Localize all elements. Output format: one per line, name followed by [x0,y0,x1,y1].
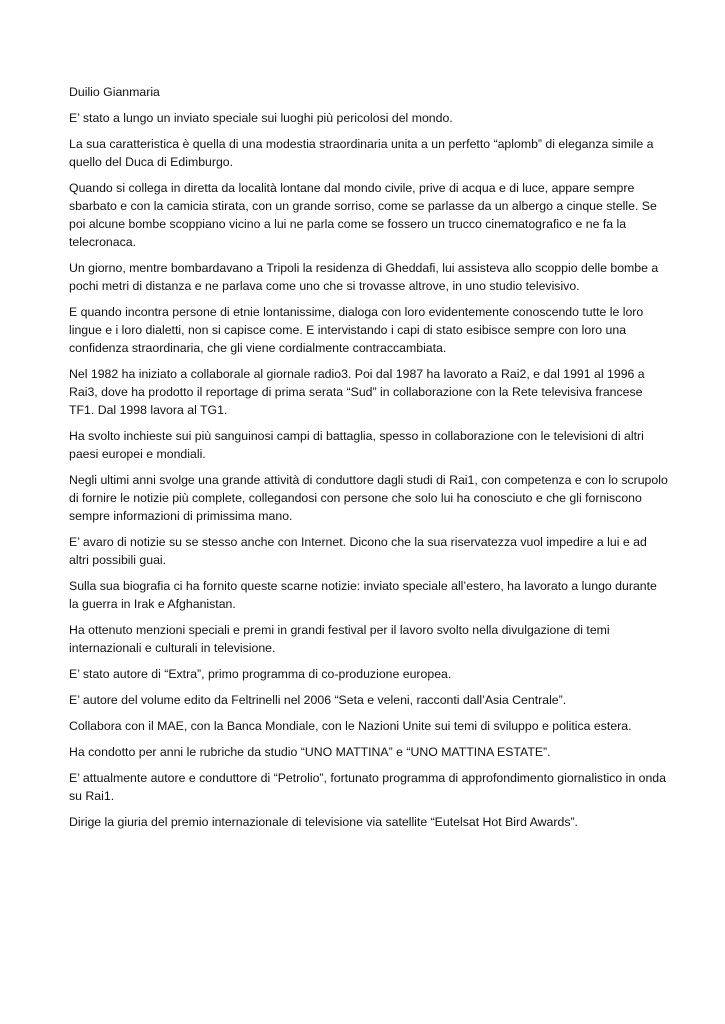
paragraph-eutelsat: Dirige la giuria del premio internazionale di televisione via satellite “Eutelsat Hot Bird Awards”. [69,815,578,829]
paragraph-career: Nel 1982 ha iniziato a collaborale al giornale radio3. Poi dal 1987 ha lavorato a Rai2, e dal 1991 al 1996 a Rai3, dove ha prodotto il reportage di prima serata “Sud” in collaborazione con la Rete televisiva francese TF1. Dal 1998 lavora al TG1. [69,367,645,417]
paragraph-book: E’ autore del volume edito da Feltrinelli nel 2006 “Seta e veleni, racconti dall’Asia Centrale”. [69,693,567,707]
paragraph-biography: Sulla sua biografia ci ha fornito queste scarne notizie: inviato speciale all’estero, ha lavorato a lungo durante la guerra in Irak e Afghanistan. [69,579,657,611]
paragraph-extra: E’ stato autore di “Extra”, primo programma di co-produzione europea. [69,667,452,681]
paragraph-live-reports: Quando si collega in diretta da località lontane dal mondo civile, prive di acqua e di luce, appare sempre sbarbato e con la camicia stirata, con un grande sorriso, come se parlasse da un albergo a cinque stelle. Se poi alcune bombe scoppiano vicino a lui ne parla come se fossero un trucco cinematografico e ne fa la telecronaca. [69,181,657,249]
paragraph-rai1-host: Negli ultimi anni svolge una grande attività di conduttore dagli studi di Rai1, con competenza e con lo scrupolo di fornire le notizie più complete, collegandosi con persone che solo lui ha conosciuto e che gli forniscono sempre informazioni di primissima mano. [69,473,668,523]
paragraph-tripoli: Un giorno, mentre bombardavano a Tripoli la residenza di Gheddafi, lui assisteva allo scoppio delle bombe a pochi metri di distanza e ne parlava come uno che si trovasse altrove, in uno studio televisivo. [69,261,659,293]
document-page [69,83,669,839]
paragraph-character: La sua caratteristica è quella di una modestia straordinaria unita a un perfetto “aplomb” di eleganza simile a quello del Duca di Edimburgo. [69,137,654,169]
paragraph-awards: Ha ottenuto menzioni speciali e premi in grandi festival per il lavoro svolto nella divulgazione di temi internazionali e culturali in televisione. [69,623,610,655]
paragraph-privacy: E’ avaro di notizie su se stesso anche con Internet. Dicono che la sua riservatezza vuol impedire a lui e ad altri possibili guai. [69,535,647,567]
paragraph-mae: Collabora con il MAE, con la Banca Mondiale, con le Nazioni Unite sui temi di sviluppo e politica estera. [69,719,632,733]
paragraph-battlefields: Ha svolto inchieste sui più sanguinosi campi di battaglia, spesso in collaborazione con le televisioni di altri paesi europei e mondiali. [69,429,644,461]
paragraph-languages: E quando incontra persone di etnie lontanissime, dialoga con loro evidentemente conoscendo tutte le loro lingue e i loro dialetti, non si capisce come. E intervistando i capi di stato esibisce sempre con loro una confidenza straordinaria, che gli viene cordialmente contraccambiata. [69,305,644,355]
author-name: Duilio Gianmaria [69,85,160,99]
paragraph-intro: E’ stato a lungo un inviato speciale sui luoghi più pericolosi del mondo. [69,111,453,125]
paragraph-uno-mattina: Ha condotto per anni le rubriche da studio “UNO MATTINA” e “UNO MATTINA ESTATE”. [69,745,551,759]
paragraph-petrolio: E’ attualmente autore e conduttore di “Petrolio”, fortunato programma di approfondimento giornalistico in onda su Rai1. [69,771,666,803]
